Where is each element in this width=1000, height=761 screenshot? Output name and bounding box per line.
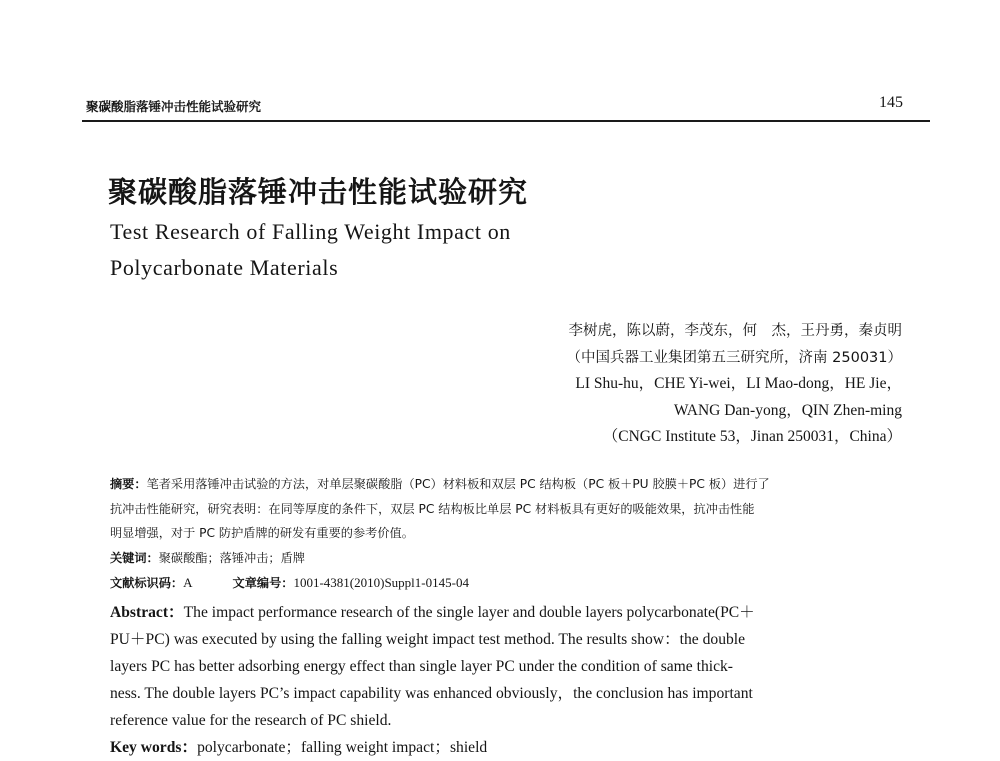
article-no-value: 1001-4381(2010)Suppl1-0145-04 [293, 575, 469, 590]
author-names-english-line2: WANG Dan-yong，QIN Zhen-ming [673, 401, 902, 419]
en-abstract-line: reference value for the research of PC shield. [110, 712, 392, 729]
paper-title-english-line1: Test Research of Falling Weight Impact on [110, 219, 511, 244]
paper-title-chinese: 聚碳酸脂落锤冲击性能试验研究 [108, 175, 529, 209]
author-block [567, 318, 902, 451]
en-abstract-line: ness. The double layers PC’s impact capability was enhanced obviously，the conclusion has important [110, 685, 753, 702]
page-number: 145 [879, 94, 903, 111]
article-no-label: 文章编号： [232, 576, 294, 590]
cn-abstract-text: 笔者采用落锤冲击试验的方法，对单层聚碳酸脂（PC）材料板和双层 PC 结构板（PC 板＋PU 胶膜＋PC 板）进行了 [146, 477, 770, 491]
en-abstract-line: layers PC has better adsorbing energy effect than single layer PC under the condition of same thick- [110, 658, 734, 675]
en-abstract-text: The impact performance research of the single layer and double layers polycarbonate(PC＋ [183, 604, 755, 621]
cn-abstract-line [110, 472, 900, 497]
author-names-chinese: 李树虎，陈以蔚，李茂东，何 杰，王丹勇，秦贞明 [568, 323, 902, 339]
cn-keywords-text: 聚碳酸酯；落锤冲击；盾牌 [158, 550, 305, 565]
cn-document-codes [110, 571, 900, 596]
en-keywords-label: Key words： [110, 739, 198, 756]
paper-title-english-line2: Polycarbonate Materials [110, 255, 339, 280]
running-header-title: 聚碳酸脂落锤冲击性能试验研究 [86, 99, 262, 114]
cn-abstract-line: 抗冲击性能研究，研究表明：在同等厚度的条件下，双层 PC 结构板比单层 PC 材料板具有更好的吸能效果，抗冲击性能 [110, 501, 755, 516]
cn-keywords-label: 关键词： [110, 550, 159, 565]
header-rule [82, 120, 930, 122]
affiliation-english: （CNGC Institute 53，Jinan 250031，China） [602, 428, 902, 445]
en-keywords [110, 734, 900, 761]
en-abstract-label: Abstract： [110, 604, 184, 621]
cn-abstract-line: 明显增强，对于 PC 防护盾牌的研发有重要的参考价值。 [110, 526, 414, 540]
english-abstract [110, 599, 900, 761]
cn-keywords [110, 546, 900, 571]
affiliation-chinese: （中国兵器工业集团第五三研究所，济南 250031） [566, 349, 902, 366]
chinese-abstract [110, 472, 900, 596]
cn-abstract-label: 摘要： [110, 477, 147, 491]
author-names-english-line1: LI Shu-hu，CHE Yi-wei，LI Mao-dong，HE Jie， [575, 375, 902, 392]
en-abstract-line: PU＋PC) was executed by using the falling weight impact test method. The results show：the double [110, 631, 746, 648]
en-abstract-line [110, 599, 900, 626]
en-keywords-text: polycarbonate；falling weight impact；shield [197, 739, 488, 756]
doc-code-label: 文献标识码： [110, 576, 184, 590]
doc-code-value: A [183, 575, 193, 590]
